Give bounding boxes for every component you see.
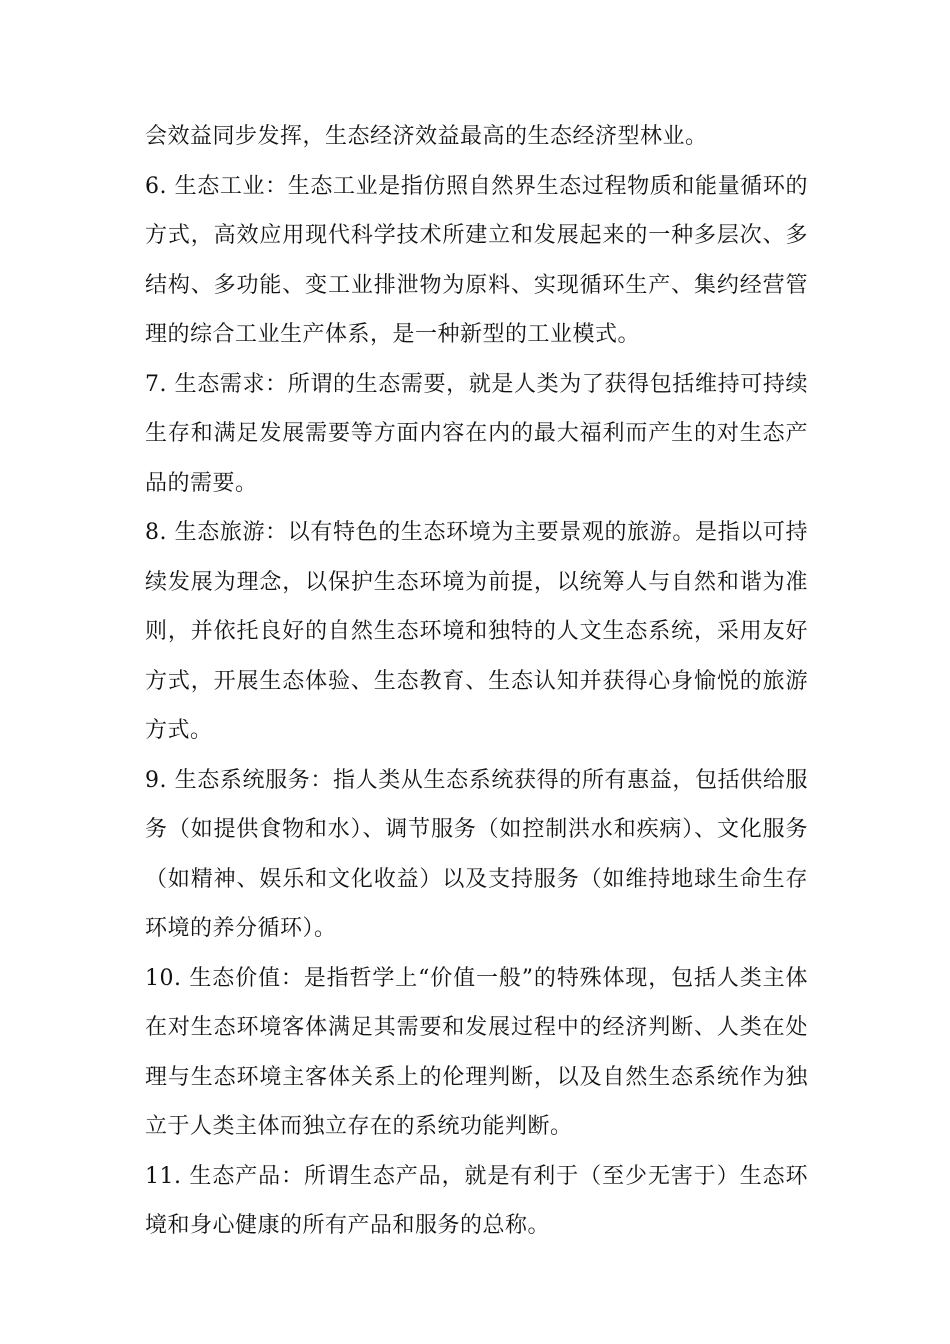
paragraph-ecosystem-services: 9. 生态系统服务：指人类从生态系统获得的所有惠益，包括供给服务（如提供食物和水）、调节服务（如控制洪水和疾病）、文化服务（如精神、娱乐和文化收益）以及支持服务（如维持地球生命生存环境的养分循环）。 <box>145 767 808 941</box>
paragraph-ecotourism: 8. 生态旅游：以有特色的生态环境为主要景观的旅游。是指以可持续发展为理念，以保护生态环境为前提，以统筹人与自然和谐为准则，并依托良好的自然生态环境和独特的人文生态系统，采用友好方式，开展生态体验、生态教育、生态认知并获得心身愉悦的旅游方式。 <box>145 520 808 743</box>
paragraph-ecological-products: 11. 生态产品：所谓生态产品，就是有利于（至少无害于）生态环境和身心健康的所有产品和服务的总称。 <box>145 1163 808 1238</box>
paragraph-ecological-demand: 7. 生态需求：所谓的生态需要，就是人类为了获得包括维持可持续生存和满足发展需要等方面内容在内的最大福利而产生的对生态产品的需要。 <box>145 371 808 496</box>
paragraph-continuation: 会效益同步发挥，生态经济效益最高的生态经济型林业。 <box>145 124 708 149</box>
paragraph-ecological-industry: 6. 生态工业：生态工业是指仿照自然界生态过程物质和能量循环的方式，高效应用现代科学技术所建立和发展起来的一种多层次、多结构、多功能、变工业排泄物为原料、实现循环生产、集约经营管理的综合工业生产体系，是一种新型的工业模式。 <box>145 173 808 347</box>
document-body <box>145 112 808 1251</box>
paragraph-ecological-value: 10. 生态价值：是指哲学上“价值一般”的特殊体现，包括人类主体在对生态环境客体满足其需要和发展过程中的经济判断、人类在处理与生态环境主客体关系上的伦理判断，以及自然生态系统作为独立于人类主体而独立存在的系统功能判断。 <box>145 965 808 1139</box>
